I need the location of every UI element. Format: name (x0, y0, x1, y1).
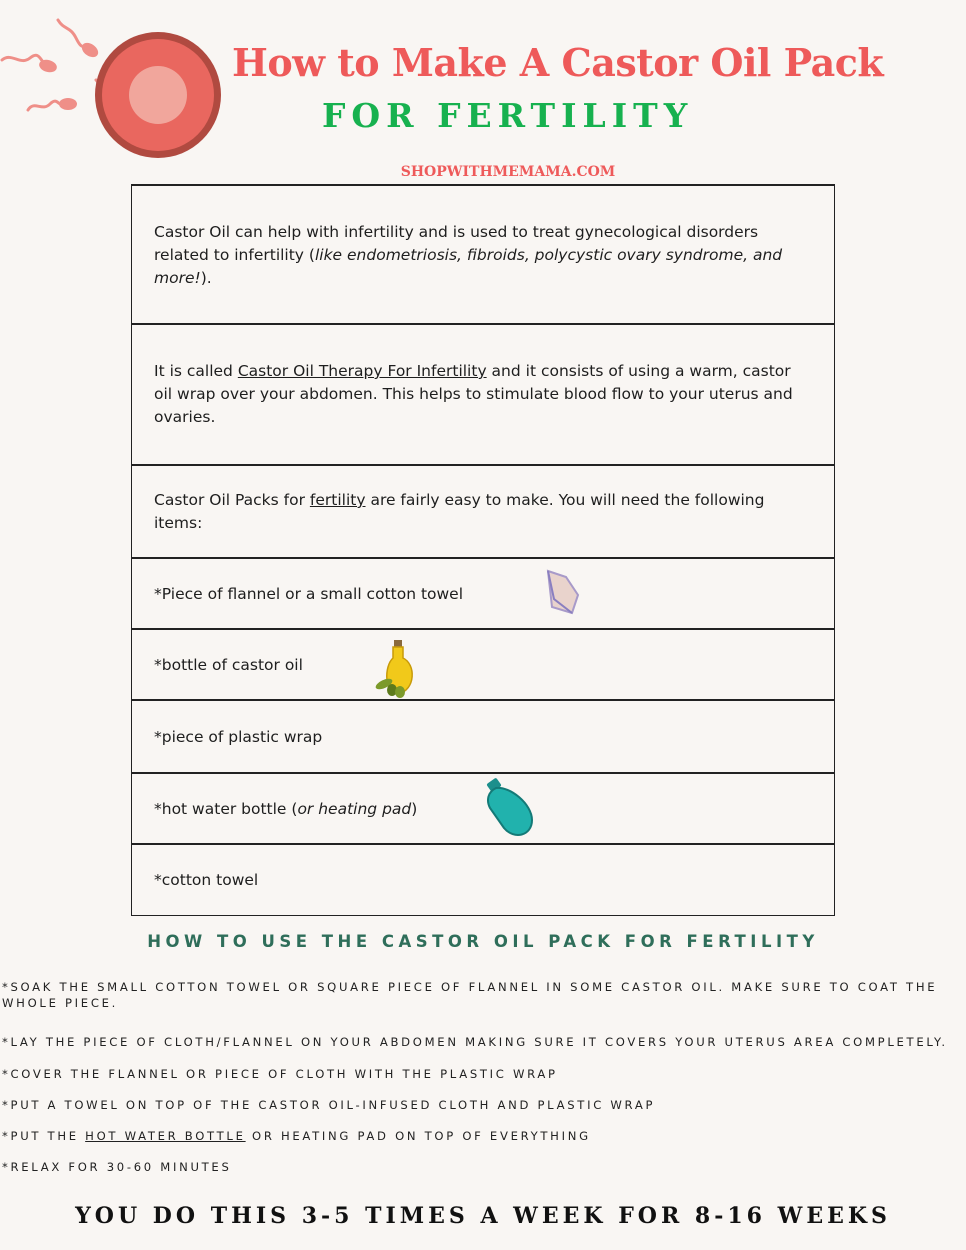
item-row-plastic-wrap (132, 699, 834, 773)
therapy-paragraph (154, 360, 812, 429)
olive-oil-bottle-icon (372, 638, 422, 700)
item-row-flannel (132, 557, 834, 629)
step-5 (2, 1128, 962, 1144)
needs-text-start: Castor Oil Packs for (154, 491, 310, 509)
item-label-flannel: *Piece of flannel or a small cotton towel (154, 584, 464, 603)
intro-italic-text: like endometriosis, fibroids, polycystic ovary syndrome, and more! (154, 245, 783, 287)
step-4: *PUT A TOWEL ON TOP OF THE CASTOR OIL-INFUSED CLOTH AND PLASTIC WRAP (2, 1098, 656, 1112)
item-label-hot-water-bottle (154, 798, 417, 821)
needs-text-end: are fairly easy to make. You will need the following items: (154, 491, 765, 532)
step-6: *RELAX FOR 30-60 MINUTES (2, 1160, 232, 1174)
step-1: *SOAK THE SMALL COTTON TOWEL OR SQUARE PIECE OF FLANNEL IN SOME CASTOR OIL. MAKE SURE TO COAT THE WHOLE PIECE. (2, 980, 938, 1010)
step-3: *COVER THE FLANNEL OR PIECE OF CLOTH WITH THE PLASTIC WRAP (2, 1067, 558, 1081)
step-2: *LAY THE PIECE OF CLOTH/FLANNEL ON YOUR ABDOMEN MAKING SURE IT COVERS YOUR UTERUS AREA COMPLETELY. (2, 1035, 948, 1049)
needs-paragraph (154, 489, 812, 535)
hot-water-bottle-icon (482, 778, 536, 840)
hot-water-text-start: *hot water bottle ( (154, 799, 298, 818)
item-label-plastic-wrap: *piece of plastic wrap (154, 727, 323, 746)
flannel-towel-icon (542, 569, 584, 617)
item-row-hot-water-bottle (132, 772, 834, 844)
intro-text: Castor Oil can help with infertility and is used to treat gynecological disorders related to infertility ( (154, 222, 759, 264)
item-row-cotton-towel (132, 843, 834, 915)
intro-text-end: ). (200, 268, 212, 287)
therapy-text-start: It is called (154, 362, 238, 380)
site-name: SHOPWITHMEMAMA.COM (400, 164, 616, 180)
step-5-text-end: OR HEATING PAD ON TOP OF EVERYTHING (245, 1129, 591, 1143)
hot-water-italic-text: or heating pad (297, 799, 412, 818)
item-label-castor-oil: *bottle of castor oil (154, 655, 303, 674)
step-5-text-start: *PUT THE (2, 1129, 86, 1143)
hot-water-text-end: ) (411, 799, 418, 818)
hot-water-bottle-link[interactable]: HOT WATER BOTTLE (85, 1129, 246, 1143)
section-heading: HOW TO USE THE CASTOR OIL PACK FOR FERTILITY (147, 932, 819, 951)
intro-paragraph (154, 221, 812, 290)
therapy-row (132, 323, 834, 464)
info-table (131, 184, 835, 916)
intro-row (132, 184, 834, 324)
therapy-link[interactable]: Castor Oil Therapy For Infertility (237, 362, 487, 380)
item-label-cotton-towel: *cotton towel (154, 870, 259, 889)
footer-frequency: YOU DO THIS 3-5 TIMES A WEEK FOR 8-16 WEEKS (75, 1203, 891, 1229)
page-title: How to Make A Castor Oil Pack (232, 40, 884, 85)
item-row-castor-oil (132, 628, 834, 700)
fertility-link[interactable]: fertility (309, 491, 366, 509)
page-subtitle: FOR FERTILITY (322, 96, 694, 135)
egg-and-sperm-illustration (0, 0, 230, 170)
therapy-text-end: and it consists of using a warm, castor oil wrap over your abdomen. This helps to stimulate blood flow to your uterus and ovaries. (154, 362, 793, 426)
needs-row (132, 464, 834, 558)
